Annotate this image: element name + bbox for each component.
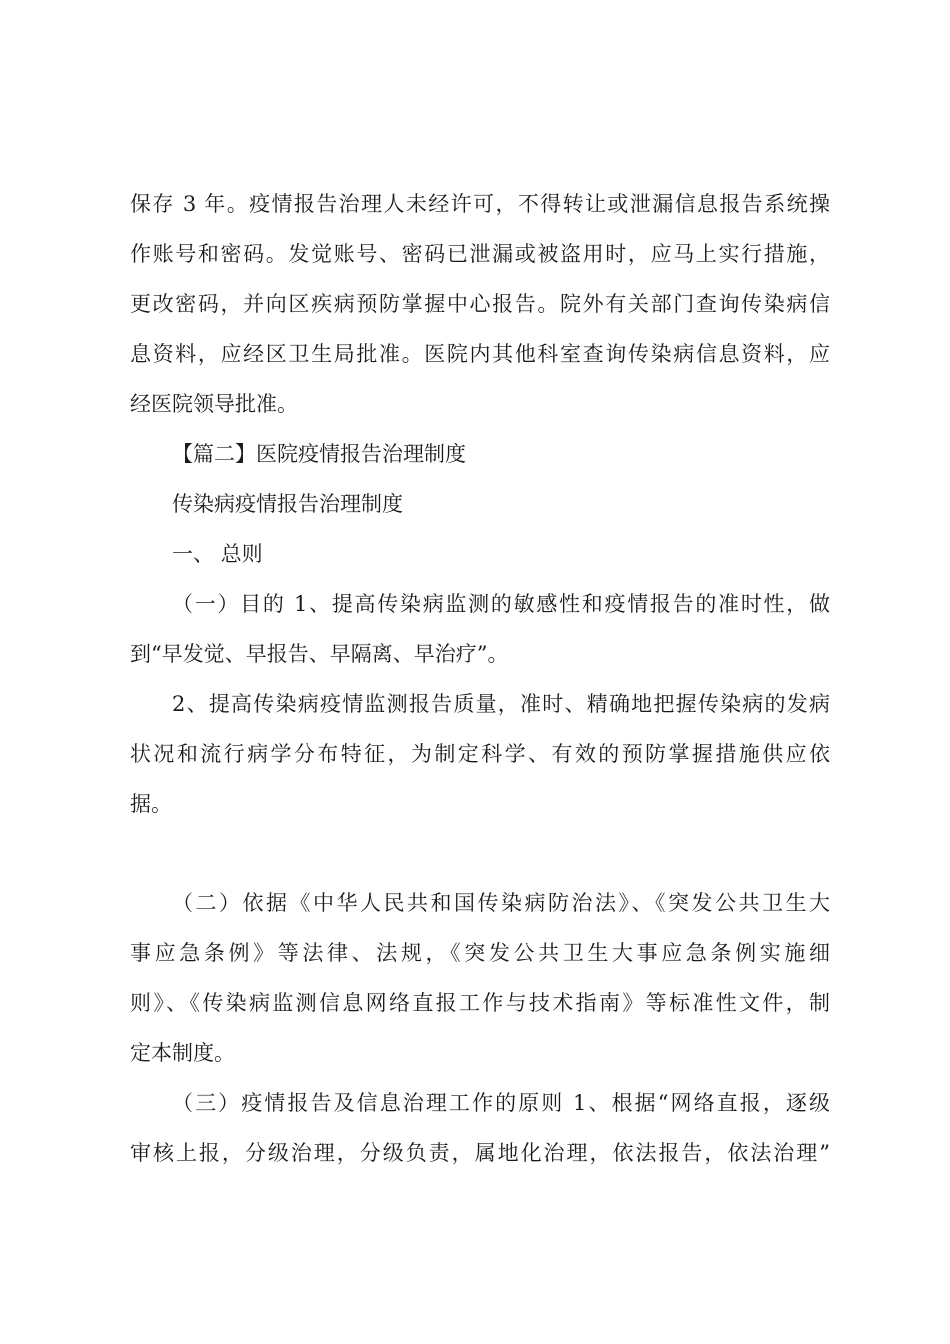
section-heading: 【篇二】医院疫情报告治理制度	[172, 442, 466, 466]
paragraph-line: 则》、《传染病监测信息网络直报工作与技术指南》等标准性文件，制	[130, 991, 830, 1015]
paragraph-line: 审核上报，分级治理，分级负责，属地化治理，依法报告，依法治理”	[130, 1141, 830, 1165]
paragraph-line: （三）疫情报告及信息治理工作的原则 1、根据“网络直报，逐级	[172, 1091, 830, 1115]
paragraph-line: 息资料，应经区卫生局批准。医院内其他科室查询传染病信息资料，应	[130, 342, 830, 366]
document-title: 传染病疫情报告治理制度	[172, 492, 403, 516]
paragraph-line: 保存 3 年。疫情报告治理人未经许可，不得转让或泄漏信息报告系统操	[130, 192, 830, 216]
paragraph-line: 作账号和密码。发觉账号、密码已泄漏或被盗用时，应马上实行措施，	[130, 242, 830, 266]
paragraph-line: 定本制度。	[130, 1041, 235, 1065]
paragraph-line: （一）目的 1、提高传染病监测的敏感性和疫情报告的准时性，做	[172, 592, 830, 616]
chapter-heading: 一、 总则	[172, 542, 263, 566]
paragraph-line: 据。	[130, 792, 172, 816]
paragraph-line: 经医院领导批准。	[130, 392, 298, 416]
paragraph-line: 状况和流行病学分布特征，为制定科学、有效的预防掌握措施供应依	[130, 742, 830, 766]
paragraph-line: 事应急条例》等法律、法规，《突发公共卫生大事应急条例实施细	[130, 941, 830, 965]
paragraph-line: 更改密码，并向区疾病预防掌握中心报告。院外有关部门查询传染病信	[130, 292, 830, 316]
paragraph-line: 2、提高传染病疫情监测报告质量，准时、精确地把握传染病的发病	[172, 692, 830, 716]
paragraph-line: 到“早发觉、早报告、早隔离、早治疗”。	[130, 642, 509, 666]
paragraph-line: （二）依据《中华人民共和国传染病防治法》、《突发公共卫生大	[172, 891, 830, 915]
